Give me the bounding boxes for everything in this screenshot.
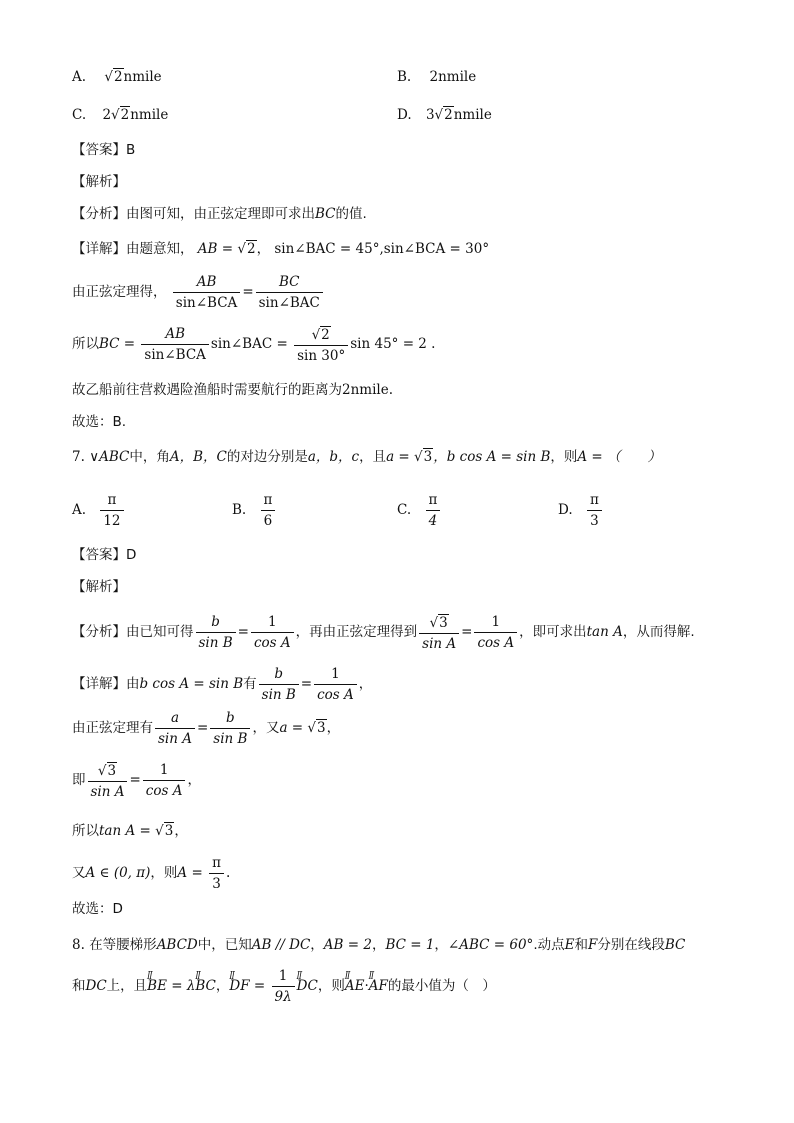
stem-text: 在等腰梯形 [89,937,157,953]
q7-choose-line [72,900,123,918]
question-number: 7. [72,449,85,465]
choose-line [72,413,126,431]
q7-option-b [232,490,277,530]
unit: nmile [130,107,169,123]
analysis-tag: 【解析】 [72,579,126,595]
fraction: $\frac{\pi}{12}$ [100,492,123,529]
math-expr: ∠ABC = 60° [447,937,534,953]
so-text: 所以 [72,336,99,352]
math-expr: sin 45° = 2 . [350,336,436,352]
math-expr: tan A [586,624,623,640]
detail-text: 由 [126,676,140,692]
math-expr: A，B，C [169,449,227,465]
radicand: 3 [423,449,433,465]
you-text: ，则 [150,865,178,881]
option-label: A. [72,502,87,518]
q7-ji-line: 即 $\frac{√3}{\text{sin A}}$ = $\frac{1}{\text{cos A}}$ ， [72,762,201,800]
stem-text: 分别在线段 [597,937,665,953]
conclusion-line [72,381,393,399]
math-expr: b cos A = sin B [139,676,244,692]
equals: = [249,978,270,994]
answer-line [72,141,135,159]
option-label: D. [558,502,573,518]
math-expr: ∨ABC [89,449,130,465]
fenxi-tag: 【分析】 [72,206,126,222]
unit: nmile [123,69,162,85]
option-d [397,106,492,124]
analysis-tag: 【解析】 [72,174,126,190]
math-expr: a = [279,720,308,736]
stem-text: 和 [72,978,86,994]
stem-text: ，则 [317,978,345,994]
math-expr: AB = 2 [323,937,372,953]
q7-so-line: 所以tan A = √3， [72,823,188,839]
law-text: ， [326,720,341,736]
stem-text: 中，角 [129,449,170,465]
stem-text: 的最小值为（ ） [387,978,496,994]
dot-operator: · [364,978,369,994]
math-expr: AB = [197,241,238,257]
stem-text: 中，已知 [197,937,252,953]
vector: ꟾꟾ BC [195,966,216,1006]
fraction: $\frac{a}{\text{sin A}}$ [155,710,195,747]
sqrt-symbol: √ [111,107,120,123]
analysis-heading [72,173,126,191]
fraction: $\frac{b}{\text{sin B}}$ [210,710,250,747]
detail-text: 有 [243,676,257,692]
so-text: 所以 [72,823,99,839]
math-var: BC [315,206,336,222]
math-var: E [564,937,575,953]
answer-value: B [126,142,136,158]
option-b [397,68,476,86]
q7-you-line [72,853,230,893]
stem-text: 的对边分别是 [226,449,308,465]
option-label: C. [72,107,87,123]
period: . [225,865,231,881]
sqrt-symbol: √ [104,69,113,85]
fraction: $\frac{BC}{\text{sin∠BAC}}$ [256,274,323,311]
detail-tag: 【详解】 [72,676,126,692]
option-label: C. [397,502,412,518]
math-var: BC [664,937,686,953]
q7-fenxi-line: 【分析】由已知可得 $\frac{b}{\text{sin B}}$ = $\frac{1}{\text{cos A}}$ ，再由正弦定理得到 $\frac{√3}{\text{sin A}}$ = $\frac{1}{\text{cos A}}$ ，即可求出tan A，从而得解. [72,614,695,652]
math-expr: ，b cos A = sin B [433,449,551,465]
q7-option-c [397,490,442,530]
q8-stem-line2 [72,966,496,1006]
fenxi-end: 的值. [335,206,367,222]
math-var: DC [85,978,107,994]
math-var: F [587,937,598,953]
stem-text: 和 [574,937,588,953]
vector: ꟾꟾ DF [229,966,249,1006]
radicand: 2 [120,107,130,123]
fraction: $\frac{√3}{\text{sin A}}$ [419,614,459,652]
fraction: $\frac{\pi}{6}$ [261,492,276,529]
vector: ꟾꟾ BE [147,966,167,1006]
q7-stem: 7. ∨ABC中，角A，B，C的对边分别是a，b，c，且a = √3，b cos A = sin B，则A = （ ） [72,449,662,465]
question-number: 8. [72,937,85,953]
q7-option-d [558,490,604,530]
sqrt-symbol: √ [434,107,444,123]
separator: ， [215,978,230,994]
q8-stem-line1: 8. 在等腰梯形ABCD中，已知AB // DC，AB = 2，BC = 1，∠ABC = 60°.动点E和F分别在线段BC [72,937,686,953]
so-line [72,324,435,364]
choose-text: 故选：B. [72,414,127,430]
coefficient: 3 [425,107,435,123]
q7-law-line: 由正弦定理有 $\frac{a}{\text{sin A}}$ = $\frac{b}{\text{sin B}}$ ，又a = √3， [72,710,341,747]
option-c [72,106,168,124]
math-expr: ABCD [156,937,198,953]
radicand: 2 [246,241,256,257]
equals: = [242,284,254,300]
fraction: $\frac{\pi}{3}$ [209,855,224,892]
period: . [388,382,394,398]
fenxi-text: ，即可求出 [519,624,587,640]
fenxi-tag: 【分析】 [72,624,126,640]
option-a [72,68,162,86]
answer-tag: 【答案】 [72,142,126,158]
stem-text: ， [310,937,324,953]
fenxi-text: ，从而得解. [622,624,695,640]
vector: ꟾꟾ AF [369,966,388,1006]
ji-text: 即 [72,772,86,788]
math-expr: sin∠BAC = [210,336,293,352]
stem-text: ，则 [550,449,578,465]
fraction: $\frac{1}{9\lambda}$ [272,968,295,1005]
separator: ， [256,241,271,257]
option-label: B. [397,69,412,85]
detail-text: ， [358,676,373,692]
math-expr: A ∈ (0, π) [85,865,151,881]
option-value: 2nmile [429,69,477,85]
stem-text: 上，且 [106,978,148,994]
math-expr: A = [177,865,208,881]
math-expr: tan A = [99,823,156,839]
fraction: $\frac{b}{\text{sin B}}$ [259,666,299,703]
option-label: B. [232,502,247,518]
math-expr: BC = 1 [385,937,435,953]
stem-text: .动点 [533,937,565,953]
fenxi-text: 由图可知，由正弦定理即可求出 [126,206,315,222]
fraction: $\frac{√3}{\text{sin A}}$ [88,762,128,800]
detail-line: 【详解】由题意知， AB = √2， sin∠BAC = 45°,sin∠BCA = 30° [72,241,490,257]
fenxi-line [72,205,367,223]
fraction: $\frac{\pi}{4}$ [425,492,440,529]
q7-option-a [72,490,126,530]
fraction: $\frac{\pi}{3}$ [587,492,602,529]
math-expr: A = （ ） [577,449,662,465]
radicand: 2 [113,69,123,85]
fraction: $\frac{AB}{\text{sin∠BCA}}$ [141,326,209,363]
option-label: A. [72,69,87,85]
ji-text: ， [187,772,201,788]
math-expr: sin∠BAC = 45°,sin∠BCA = 30° [274,241,490,257]
vector: ꟾꟾ AE [345,966,365,1006]
answer-value: D [126,547,137,563]
fraction: $\frac{1}{\text{cos A}}$ [251,614,294,651]
coefficient: 2 [102,107,112,123]
fraction: $\frac{b}{\text{sin B}}$ [196,614,236,651]
law-text: ，又 [252,720,280,736]
fenxi-text: 由已知可得 [126,624,194,640]
so-text: ， [174,823,188,839]
you-text: 又 [72,865,86,881]
fraction: $\frac{1}{\text{cos A}}$ [143,762,186,799]
law-text: 由正弦定理有 [72,720,153,736]
fraction: $\frac{√2}{\sin 30^\circ}$ [294,326,348,364]
answer-tag: 【答案】 [72,547,126,563]
conclusion-value: 2nmile [342,382,389,398]
law-text: 由正弦定理得， [72,284,167,300]
choose-text: 故选：D [72,901,123,917]
detail-tag: 【详解】 [72,241,126,257]
q7-analysis-heading [72,578,126,596]
stem-text: ，且 [359,449,387,465]
math-expr: AB // DC [251,937,311,953]
conclusion-text: 故乙船前往营救遇险渔船时需要航行的距离为 [72,382,342,398]
radicand: 3 [317,720,326,736]
fraction: $\frac{1}{\text{cos A}}$ [314,666,357,703]
math-expr: BC = [99,336,140,352]
math-expr: a，b，c [307,449,360,465]
radicand: 2 [444,107,453,123]
fraction: $\frac{1}{\text{cos A}}$ [474,614,517,651]
unit: nmile [453,107,492,123]
fenxi-text: ，再由正弦定理得到 [295,624,418,640]
math-expr: = λ [166,978,196,994]
radicand: 3 [164,823,174,839]
fraction: $\frac{AB}{\text{sin∠BCA}}$ [173,274,241,311]
vector: ꟾꟾ DC [297,966,318,1006]
q7-answer [72,546,136,564]
law-line [72,272,325,312]
q7-detail-line: 【详解】由b cos A = sin B有 $\frac{b}{\text{sin B}}$ = $\frac{1}{\text{cos A}}$ ， [72,666,373,703]
detail-text: 由题意知， [126,241,194,257]
option-label: D. [397,107,412,123]
math-expr: a = [386,449,415,465]
